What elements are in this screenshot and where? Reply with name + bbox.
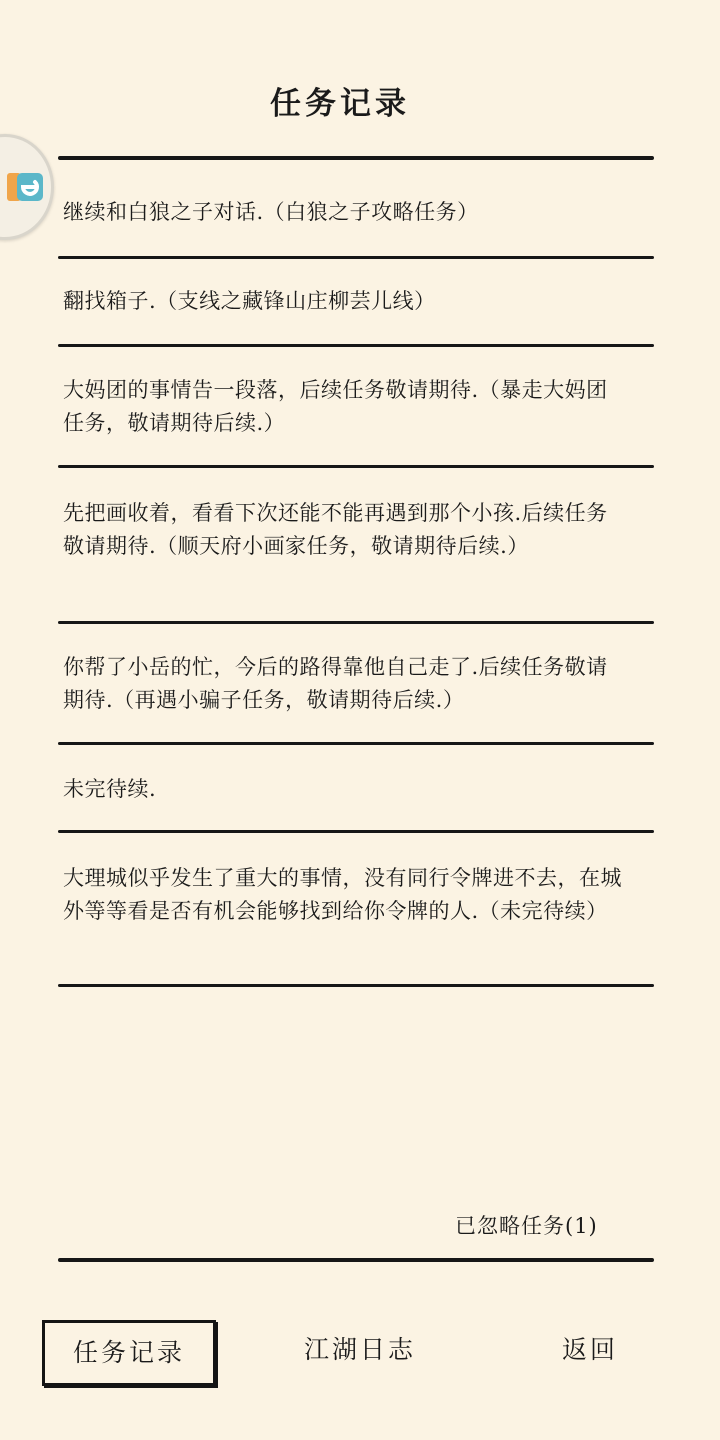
floating-assistant-badge[interactable]	[0, 134, 54, 240]
task-item[interactable]: 继续和白狼之子对话.（白狼之子攻略任务）	[63, 200, 479, 224]
tab-task-records[interactable]: 任务记录	[42, 1320, 216, 1386]
app-logo-icon	[7, 169, 43, 205]
divider	[58, 984, 654, 987]
divider	[58, 156, 654, 160]
divider	[58, 1258, 654, 1262]
divider	[58, 256, 654, 259]
divider	[58, 344, 654, 347]
task-item[interactable]: 你帮了小岳的忙，今后的路得靠他自己走了.后续任务敬请期待.（再遇小骗子任务，敬请期待后续.）	[63, 655, 608, 712]
task-item[interactable]: 大理城似乎发生了重大的事情，没有同行令牌进不去，在城外等等看是否有机会能够找到给你令牌的人.（未完待续）	[63, 866, 622, 923]
divider	[58, 621, 654, 624]
divider	[58, 465, 654, 468]
tab-jianghu-journal[interactable]: 江湖日志	[303, 1335, 416, 1364]
divider	[58, 830, 654, 833]
task-item[interactable]: 先把画收着，看看下次还能不能再遇到那个小孩.后续任务敬请期待.（顺天府小画家任务，敬请期待后续.）	[63, 501, 608, 558]
page-title: 任务记录	[270, 86, 410, 122]
ignored-tasks-link[interactable]: 已忽略任务(1)	[455, 1214, 598, 1238]
task-item[interactable]: 未完待续.	[63, 777, 157, 801]
task-item[interactable]: 大妈团的事情告一段落，后续任务敬请期待.（暴走大妈团任务，敬请期待后续.）	[63, 378, 608, 435]
task-item[interactable]: 翻找箱子.（支线之藏锋山庄柳芸儿线）	[63, 289, 436, 313]
back-button[interactable]: 返回	[561, 1335, 618, 1364]
divider	[58, 742, 654, 745]
